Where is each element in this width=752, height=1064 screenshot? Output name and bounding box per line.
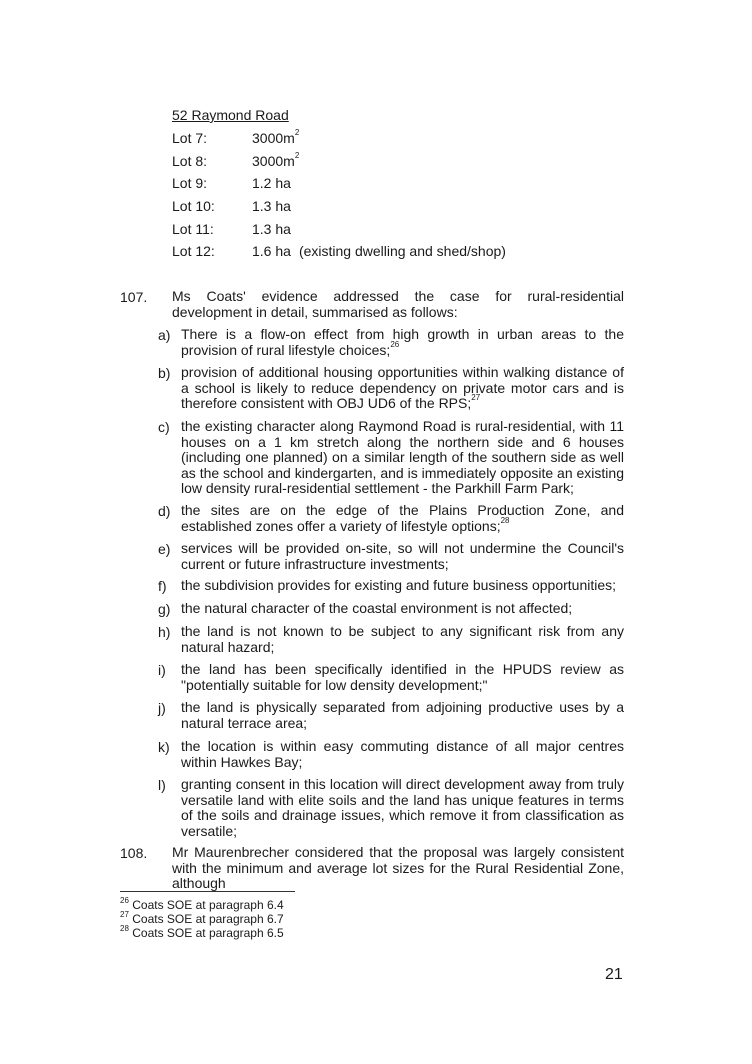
lot-label: Lot 11: bbox=[172, 221, 214, 237]
lot-area: 1.6 ha bbox=[252, 243, 291, 259]
footnote: $^{26}$ Coats SOE at paragraph 6.4 bbox=[120, 896, 284, 912]
lot-area: $3000m^2$ bbox=[252, 128, 300, 146]
paragraph-number: 107. bbox=[120, 289, 148, 305]
footnote-ref: 28 bbox=[500, 515, 510, 525]
item-letter: d) bbox=[158, 503, 171, 519]
item-text: the sites are on the edge of the Plains Production Zone, and established zones offer a variety of lifestyle options;$^{28}$ bbox=[181, 502, 624, 534]
item-text: the land is not known to be subject to any significant risk from any natural hazard; bbox=[181, 623, 624, 655]
item-letter: g) bbox=[158, 601, 171, 617]
lot-row bbox=[172, 130, 299, 146]
lot-row bbox=[172, 221, 291, 237]
lot-label: Lot 10: bbox=[172, 198, 215, 214]
lot-row bbox=[172, 198, 291, 214]
item-letter: a) bbox=[158, 327, 171, 343]
item-letter: j) bbox=[158, 700, 166, 716]
lot-label: Lot 7: bbox=[172, 130, 208, 146]
lot-area: 1.2 ha bbox=[252, 175, 291, 191]
paragraph-text: Ms Coats' evidence addressed the case for rural-residential development in detail, summarised as follows: bbox=[172, 288, 624, 320]
item-text: the existing character along Raymond Road is rural-residential, with 11 houses on a 1 km stretch along the northern side and 6 houses (including one planned) on a similar length of the southern side as well as the school and kindergarten, and is immediately opposite an existing low density rural-residential settlement - the Parkhill Farm Park; bbox=[181, 418, 624, 496]
lot-row bbox=[172, 243, 506, 259]
item-text: provision of additional housing opportunities within walking distance of a school is likely to reduce dependency on private motor cars and is therefore consistent with OBJ UD6 of the RPS;$^{27}$ bbox=[181, 364, 624, 411]
lot-area: $3000m^2$ bbox=[252, 151, 300, 169]
item-letter: f) bbox=[158, 578, 167, 594]
footnote-ref: 26 bbox=[390, 339, 400, 349]
footnote-ref: 27 bbox=[471, 393, 481, 403]
item-letter: e) bbox=[158, 541, 171, 557]
lot-row bbox=[172, 153, 299, 169]
item-text: the location is within easy commuting distance of all major centres within Hawkes Bay; bbox=[181, 738, 624, 770]
item-text: the natural character of the coastal environment is not affected; bbox=[181, 600, 573, 616]
item-text: the subdivision provides for existing and future business opportunities; bbox=[181, 577, 617, 593]
item-letter: i) bbox=[158, 662, 166, 678]
item-letter: c) bbox=[158, 419, 170, 435]
item-letter: h) bbox=[158, 624, 171, 640]
item-letter: b) bbox=[158, 365, 171, 381]
lot-row bbox=[172, 175, 291, 191]
lot-label: Lot 8: bbox=[172, 153, 208, 169]
lot-label: Lot 12: bbox=[172, 243, 215, 259]
paragraph-number: 108. bbox=[120, 845, 148, 861]
lot-table-heading: 52 Raymond Road bbox=[172, 107, 289, 123]
footnote: $^{28}$ Coats SOE at paragraph 6.5 bbox=[120, 924, 284, 940]
item-text: services will be provided on-site, so will not undermine the Council's current or future infrastructure investments; bbox=[181, 540, 624, 572]
lot-note: (existing dwelling and shed/shop) bbox=[298, 243, 506, 259]
item-text: There is a flow-on effect from high growth in urban areas to the provision of rural lifestyle choices;$^{26}$ bbox=[181, 326, 624, 358]
lot-area: 1.3 ha bbox=[252, 198, 291, 214]
footnote: $^{27}$ Coats SOE at paragraph 6.7 bbox=[120, 910, 284, 926]
paragraph-text: Mr Maurenbrecher considered that the proposal was largely consistent with the minimum and average lot sizes for the Rural Residential Zone, although bbox=[172, 844, 624, 891]
item-text: the land is physically separated from adjoining productive uses by a natural terrace area; bbox=[181, 699, 624, 731]
item-text: the land has been specifically identified in the HPUDS review as "potentially suitable for low density development;" bbox=[181, 661, 624, 693]
item-letter: k) bbox=[158, 739, 170, 755]
item-letter: l) bbox=[158, 777, 166, 793]
item-text: granting consent in this location will direct development away from truly versatile land with elite soils and the land has unique features in terms of the soils and drainage issues, which remove it from classification as versatile; bbox=[181, 776, 624, 839]
lot-area: 1.3 ha bbox=[252, 221, 291, 237]
page-number: 21 bbox=[605, 966, 623, 983]
footnote-divider bbox=[120, 891, 295, 892]
lot-label: Lot 9: bbox=[172, 175, 208, 191]
